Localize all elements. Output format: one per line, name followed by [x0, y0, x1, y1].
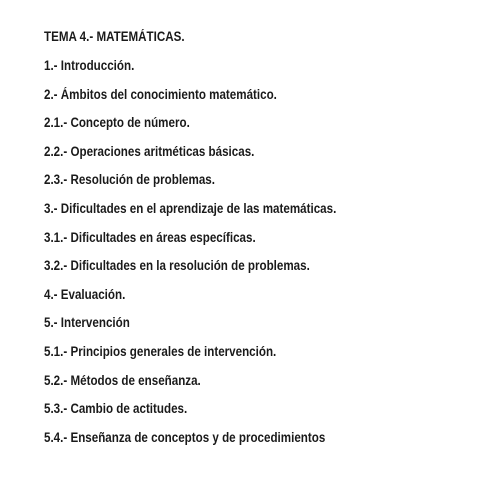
document-title: TEMA 4.- MATEMÁTICAS. — [44, 29, 185, 44]
toc-item-actitudes: 5.3.- Cambio de actitudes. — [44, 401, 188, 417]
toc-item-dificultades-resolucion: 3.2.- Dificultades en la resolución de problemas. — [44, 258, 310, 274]
toc-item-introduccion: 1.- Introducción. — [44, 58, 135, 73]
toc-item-dificultades: 3.- Dificultades en el aprendizaje de las matemáticas. — [44, 200, 337, 216]
toc-item-evaluacion: 4.- Evaluación. — [44, 286, 126, 302]
toc-item-principios: 5.1.- Principios generales de intervención. — [44, 343, 277, 359]
toc-item-resolucion: 2.3.- Resolución de problemas. — [44, 172, 215, 188]
toc-item-ambitos: 2.- Ámbitos del conocimiento matemático. — [44, 86, 277, 102]
toc-item-areas-especificas: 3.1.- Dificultades en áreas específicas. — [44, 229, 256, 245]
toc-item-concepto-numero: 2.1.- Concepto de número. — [44, 115, 190, 131]
table-of-contents — [44, 28, 384, 457]
toc-item-conceptos: 5.4.- Enseñanza de conceptos y de procedimientos — [44, 429, 326, 445]
toc-item-intervencion: 5.- Intervención — [44, 315, 130, 331]
toc-item-metodos: 5.2.- Métodos de enseñanza. — [44, 372, 201, 388]
toc-item-operaciones: 2.2.- Operaciones aritméticas básicas. — [44, 143, 255, 159]
